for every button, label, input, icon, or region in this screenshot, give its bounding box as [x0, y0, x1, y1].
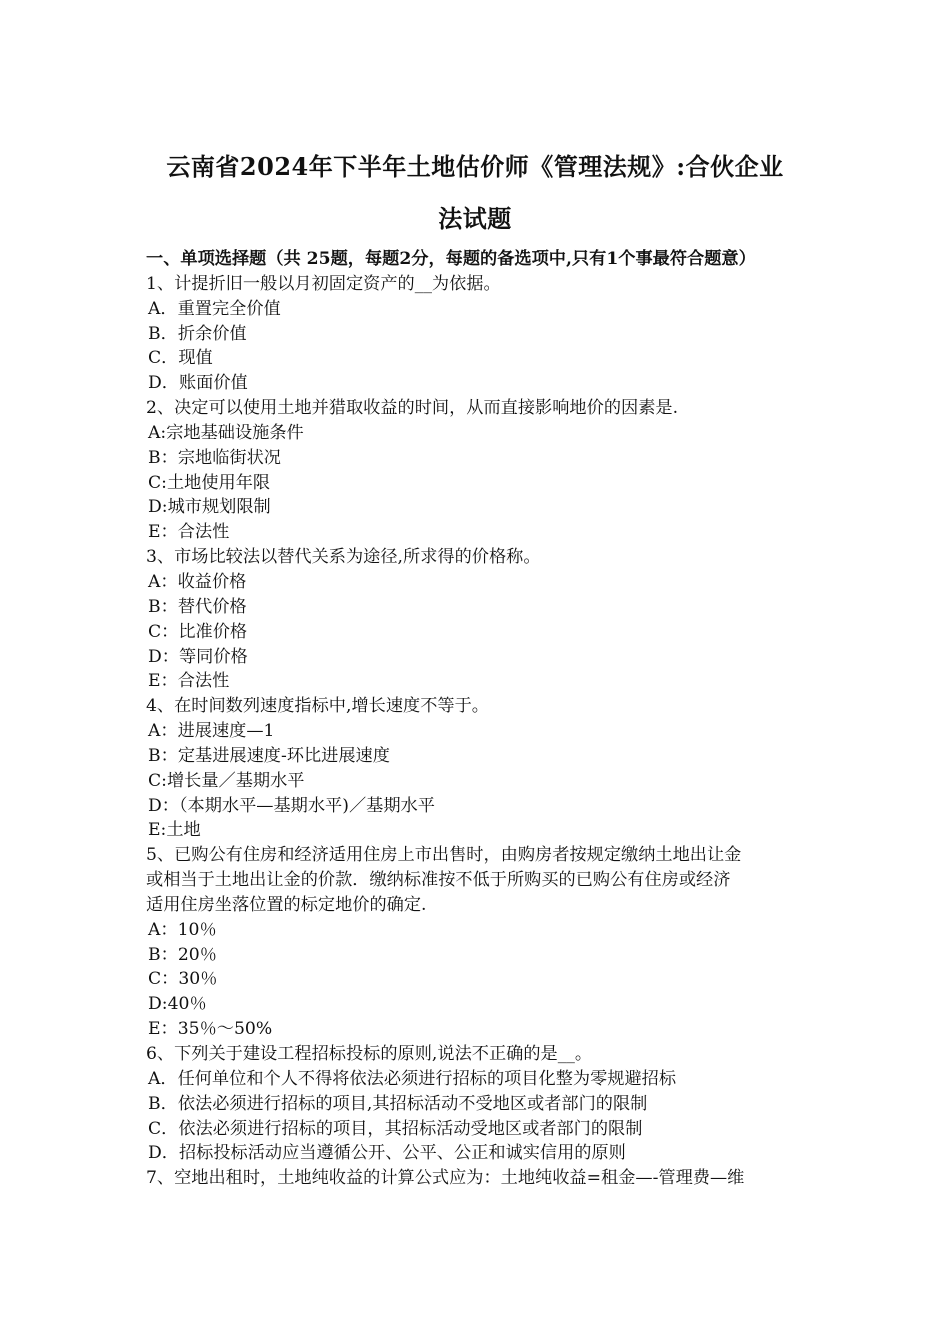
section-heading: 一、单项选择题（共 25题，每题2分，每题的备选项中,只有1个事最符合题意） — [146, 249, 756, 269]
option-a: A．任何单位和个人不得将依法必须进行招标的项目化整为零规避招标 — [148, 1068, 677, 1089]
option-c: C:土地使用年限 — [148, 472, 271, 493]
option-e: E:土地 — [148, 820, 201, 841]
option-a: A．重置完全价值 — [148, 298, 281, 319]
option-b: B．折余价值 — [148, 323, 247, 344]
option-b: B：替代价格 — [148, 596, 247, 617]
question-1 — [146, 272, 812, 396]
option-c: C．现值 — [148, 348, 213, 369]
option-d: D：等同价格 — [148, 646, 248, 667]
option-d: D．账面价值 — [148, 373, 248, 394]
option-d: D:城市规划限制 — [148, 497, 271, 518]
option-b: B：定基进展速度-环比进展速度 — [148, 745, 390, 766]
option-a: A：10％ — [148, 919, 217, 940]
question-stem: 6、下列关于建设工程招标投标的原则,说法不正确的是__。 — [146, 1044, 593, 1064]
question-stem-line-1: 5、已购公有住房和经济适用住房上市出售时，由购房者按规定缴纳土地出让金 — [146, 845, 742, 866]
question-6 — [146, 1042, 812, 1166]
document-title-line-2: 法试题 — [438, 204, 512, 233]
question-3 — [146, 545, 812, 694]
option-b: B．依法必须进行招标的项目,其招标活动不受地区或者部门的限制 — [148, 1093, 648, 1114]
option-c: C:增长量／基期水平 — [148, 770, 305, 791]
option-a: A:宗地基础设施条件 — [148, 422, 304, 443]
option-d: D:40％ — [148, 994, 207, 1015]
option-c: C：比准价格 — [148, 621, 248, 642]
question-5 — [146, 843, 812, 1042]
option-b: B：20％ — [148, 944, 217, 965]
question-stem: 4、在时间数列速度指标中,增长速度不等于。 — [146, 696, 489, 717]
option-e: E：合法性 — [148, 671, 230, 692]
option-e: E：35％～50% — [148, 1019, 273, 1040]
option-a: A：进展速度—1 — [148, 721, 275, 742]
question-stem: 1、计提折旧一般以月初固定资产的__为依据。 — [146, 273, 501, 294]
question-stem: 2、决定可以使用土地并猎取收益的时间，从而直接影响地价的因素是. — [146, 398, 679, 419]
option-d: D．招标投标活动应当遵循公开、公平、公正和诚实信用的原则 — [148, 1143, 626, 1164]
document-body — [146, 247, 812, 1191]
question-stem: 7、空地出租时，土地纯收益的计算公式应为：土地纯收益=租金—-管理费—维 — [146, 1168, 745, 1189]
option-c: C．依法必须进行招标的项目，其招标活动受地区或者部门的限制 — [148, 1118, 643, 1139]
document-title-line-1: 云南省2024年下半年土地估价师《管理法规》:合伙企业 — [166, 152, 784, 181]
question-7 — [146, 1166, 812, 1191]
question-stem: 3、市场比较法以替代关系为途径,所求得的价格称。 — [146, 547, 541, 568]
option-c: C：30％ — [148, 969, 218, 990]
option-e: E：合法性 — [148, 522, 230, 543]
option-b: B：宗地临街状况 — [148, 447, 281, 468]
question-stem-line-2: 或相当于土地出让金的价款．缴纳标准按不低于所购买的已购公有住房或经济 — [146, 870, 731, 891]
question-2 — [146, 396, 812, 545]
option-d: D：（本期水平—基期水平)／基期水平 — [148, 795, 435, 816]
question-4 — [146, 694, 812, 843]
option-a: A：收益价格 — [148, 571, 247, 592]
question-stem-line-3: 适用住房坐落位置的标定地价的确定. — [146, 894, 427, 915]
